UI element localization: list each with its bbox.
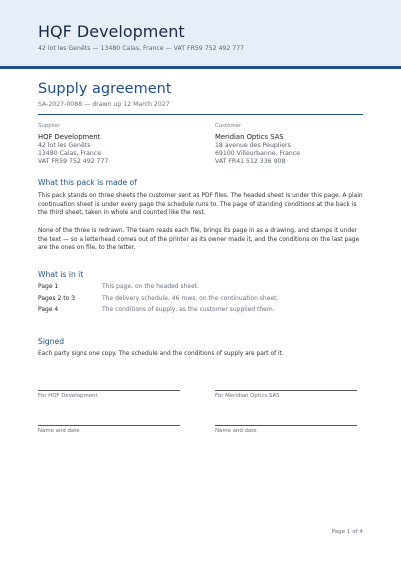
contents-description: This page, on the headed sheet. [102,283,200,290]
customer-vat: VAT FR41 512 336 908 [215,158,286,165]
signed-paragraph: Each party signs one copy. The schedule and the conditions of supply are part of it. [38,351,284,357]
section-heading-contents: What is in it [38,270,84,279]
signature-label-supplier: For HQF Development [38,393,98,399]
customer-address-line: 69100 Villeurbanne, France [215,150,301,157]
supplier-address-line: 42 lot les Genêts [38,142,91,149]
section-heading-signed: Signed [38,337,65,346]
date-line-customer [215,425,357,426]
page-number: Page 1 of 4 [331,529,363,535]
date-line-supplier [38,425,180,426]
supplier-role: Supplier [38,123,61,129]
contents-page: Page 4 [38,306,59,313]
letterhead-divider [0,66,401,69]
signature-line-customer [215,390,357,391]
contents-description: The delivery schedule, 46 rows, on the continuation sheet. [102,295,279,302]
customer-name: Meridian Optics SAS [215,133,284,141]
signature-line-supplier [38,390,180,391]
letterhead [0,0,401,66]
page-title: Supply agreement [38,81,172,97]
supplier-block [38,122,198,166]
contents-description: The conditions of supply, as the customer supplied them. [102,306,275,313]
customer-role: Customer [215,123,242,129]
letterhead-address: 42 lot les Genêts — 13480 Calas, France — VAT FR59 752 492 777 [38,45,245,52]
date-label-supplier: Name and date [38,428,80,434]
supplier-name: HQF Development [38,133,101,141]
title-rule [38,114,363,115]
pack-paragraph-1: This pack stands on three sheets the customer sent as PDF files. The headed sheet is under this page. A plain continuation sheet is under every page the schedule runs to. The page of standing conditions at the back is the third sheet, taken in whole and counted like the rest. [38,193,363,217]
document-reference: SA-2027-0088 — drawn up 12 March 2027 [38,101,170,108]
section-heading-pack: What this pack is made of [38,178,137,187]
customer-address-line: 18 avenue des Peupliers [215,142,291,149]
pack-paragraph-2: None of the three is redrawn. The team reads each file, brings its page in as a drawing, and stamps it under the text — so a letterhead comes out of the printer as its owner made it, and the conditions on the last page are the ones on file, to the letter. [38,228,360,252]
customer-block [215,122,375,166]
contents-page: Pages 2 to 3 [38,295,76,302]
contents-page: Page 1 [38,283,59,290]
date-label-customer: Name and date [215,428,257,434]
supplier-vat: VAT FR59 752 492 777 [38,158,109,165]
signature-label-customer: For Meridian Optics SAS [215,393,280,399]
letterhead-company: HQF Development [38,22,185,41]
supplier-address-line: 13480 Calas, France [38,150,102,157]
